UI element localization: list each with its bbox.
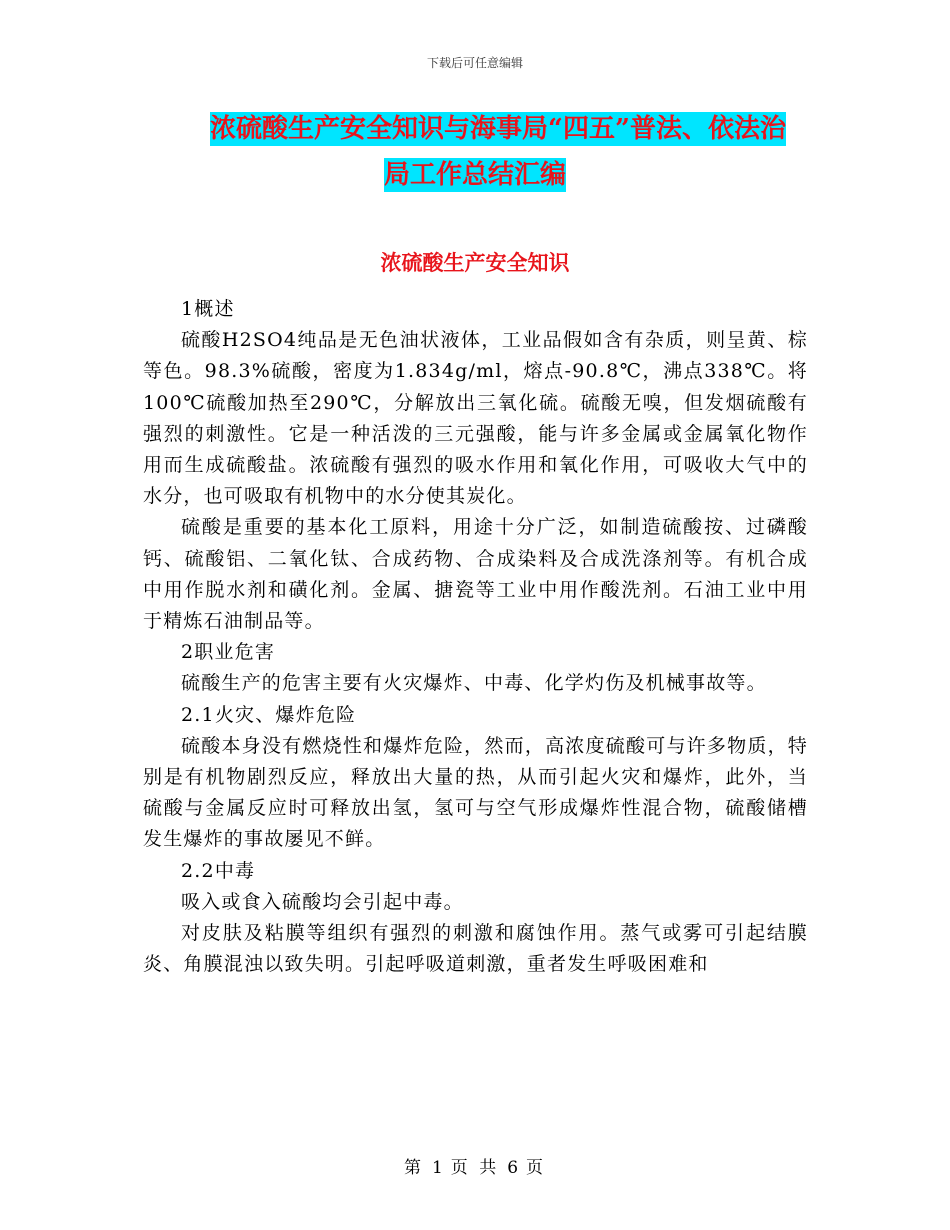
footer-middle: 页 共 bbox=[450, 1158, 500, 1178]
document-title bbox=[0, 106, 950, 198]
heading-occupational-hazards: 2职业危害 bbox=[181, 641, 276, 664]
document-title-line-2 bbox=[0, 152, 950, 198]
page-footer bbox=[0, 1153, 950, 1178]
document-body bbox=[143, 294, 808, 980]
paragraph-uses: 硫酸是重要的基本化工原料，用途十分广泛，如制造硫酸按、过磷酸钙、硫酸铝、二氧化钛、合成药物、合成染料及合成洗涤剂等。有机合成中用作脱水剂和磺化剂。金属、搪瓷等工业中用作酸洗剂。石油工业中用于精炼石油制品等。 bbox=[143, 516, 808, 633]
footer-page-number: 1 bbox=[431, 1158, 443, 1178]
footer-suffix: 页 bbox=[526, 1158, 547, 1178]
section-title: 浓硫酸生产安全知识 bbox=[380, 250, 570, 275]
paragraph-poisoning-effects: 对皮肤及粘膜等组织有强烈的刺激和腐蚀作用。蒸气或雾可引起结膜炎、角膜混浊以致失明。引起呼吸道刺激，重者发生呼吸困难和 bbox=[143, 922, 808, 976]
paragraph-properties: 硫酸H2SO4纯品是无色油状液体，工业品假如含有杂质，则呈黄、棕等色。98.3%硫酸，密度为1.834g/ml，熔点-90.8℃，沸点338℃。将100℃硫酸加热至290℃，分解放出三氧化硫。硫酸无嗅，但发烟硫酸有强烈的刺激性。它是一种活泼的三元强酸，能与许多金属或金属氧化物作用而生成硫酸盐。浓硫酸有强烈的吸水作用和氧化作用，可吸收大气中的水分，也可吸取有机物中的水分使其炭化。 bbox=[143, 329, 808, 508]
page-header-note: 下载后可任意编辑 bbox=[426, 56, 523, 70]
heading-fire-explosion: 2.1火灾、爆炸危险 bbox=[181, 703, 357, 726]
heading-overview: 1概述 bbox=[181, 298, 235, 320]
heading-poisoning: 2.2中毒 bbox=[181, 859, 256, 882]
footer-prefix: 第 bbox=[403, 1158, 424, 1178]
paragraph-hazards-summary: 硫酸生产的危害主要有火灾爆炸、中毒、化学灼伤及机械事故等。 bbox=[181, 672, 767, 695]
title-highlight-1: 浓硫酸生产安全知识与海事局“四五”普法、依法治 bbox=[210, 114, 786, 144]
paragraph-poisoning-intro: 吸入或食入硫酸均会引起中毒。 bbox=[181, 890, 464, 913]
title-highlight-2: 局工作总结汇编 bbox=[383, 160, 566, 190]
paragraph-fire-explosion: 硫酸本身没有燃烧性和爆炸危险，然而，高浓度硫酸可与许多物质，特别是有机物剧烈反应，释放出大量的热，从而引起火灾和爆炸，此外，当硫酸与金属反应时可释放出氢，氢可与空气形成爆炸性混合物，硫酸储槽发生爆炸的事故屡见不鲜。 bbox=[143, 734, 808, 851]
document-title-line-1 bbox=[0, 106, 950, 152]
footer-total-pages: 6 bbox=[507, 1158, 519, 1178]
